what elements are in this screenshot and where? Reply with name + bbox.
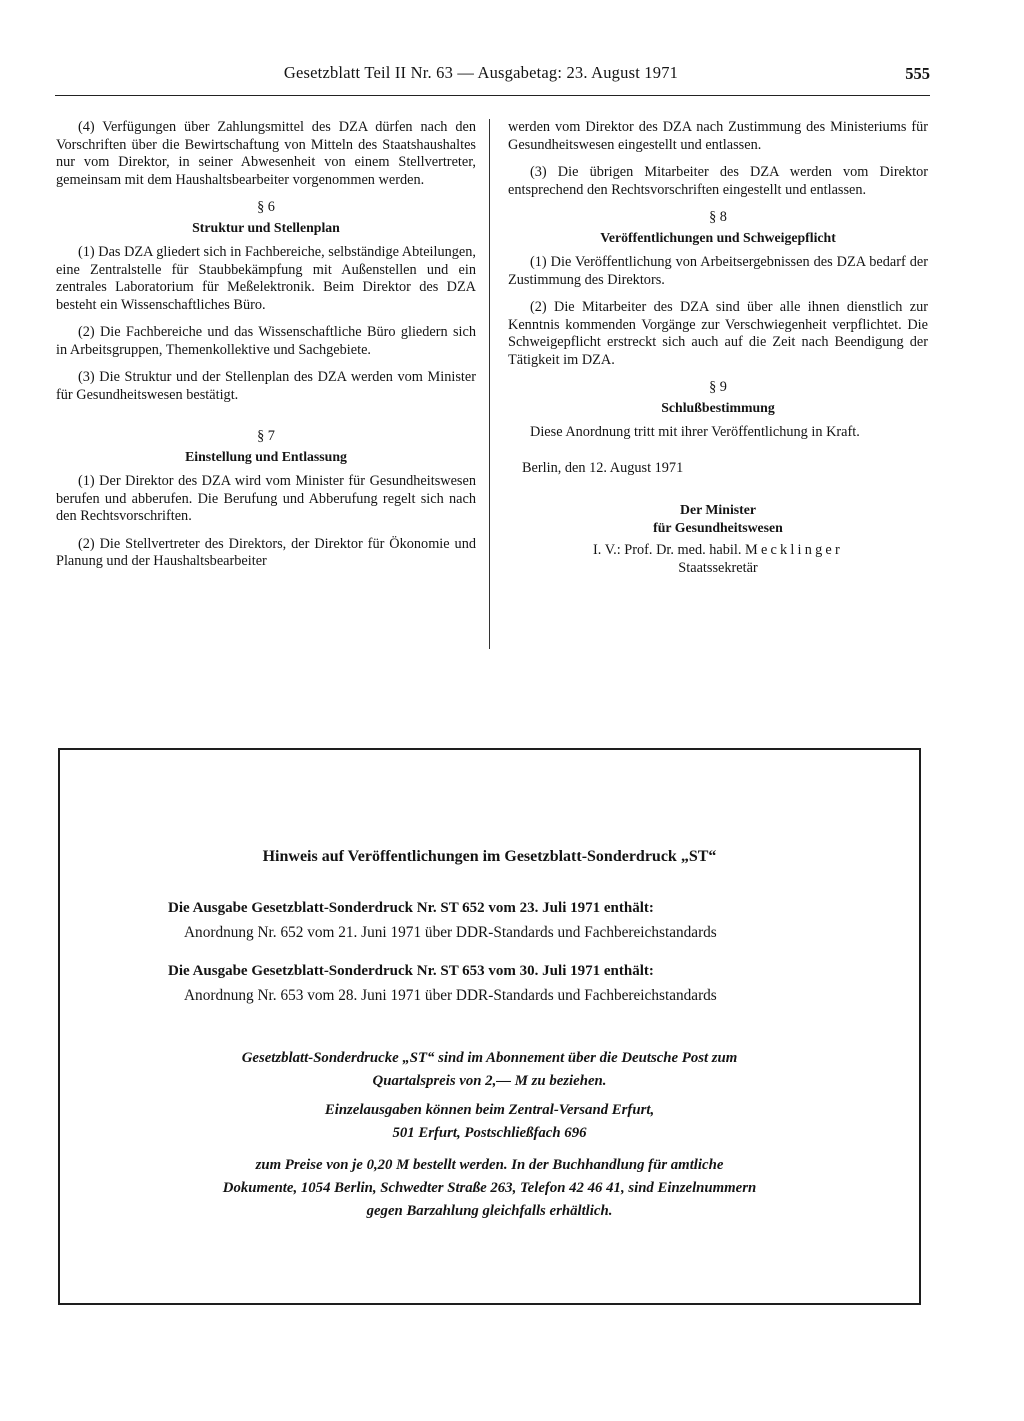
header-rule: [55, 95, 930, 96]
column-divider: [489, 119, 490, 649]
notice-heading: Hinweis auf Veröffentlichungen im Gesetzblatt-Sonderdruck „ST“: [262, 848, 717, 865]
order-note: [60, 1099, 919, 1145]
section-8-paragraph-1: (1) Die Veröffentlichung von Arbeitsergebnissen des DZA bedarf der Zustimmung des Direktors.: [508, 254, 928, 288]
section-7-title: Einstellung und Entlassung: [185, 448, 347, 464]
section-9-paragraph-1: Diese Anordnung tritt mit ihrer Veröffentlichung in Kraft.: [530, 424, 860, 440]
signature-title: Staatssekretär: [678, 559, 758, 576]
price-line-2: Dokumente, 1054 Berlin, Schwedter Straße 263, Telefon 42 46 41, sind Einzelnummern: [222, 1180, 757, 1196]
order-line-2: 501 Erfurt, Postschließfach 696: [392, 1125, 587, 1141]
price-line-1: zum Preise von je 0,20 M bestellt werden. In der Buchhandlung für amtliche: [255, 1157, 724, 1173]
price-line-3: gegen Barzahlung gleichfalls erhältlich.: [366, 1203, 613, 1219]
place-date: Berlin, den 12. August 1971: [522, 459, 684, 476]
issue-2-content: Anordnung Nr. 653 vom 28. Juni 1971 über DDR-Standards und Fachbereichstandards: [184, 987, 717, 1004]
issue-2-title: Die Ausgabe Gesetzblatt-Sonderdruck Nr. ST 653 vom 30. Juli 1971 enthält:: [168, 963, 654, 979]
page-header-title: Gesetzblatt Teil II Nr. 63 — Ausgabetag: 23. August 1971: [283, 63, 679, 82]
section-7-mark: § 7: [257, 428, 275, 444]
section-6-paragraph-3: (3) Die Struktur und der Stellenplan des DZA werden vom Minister für Gesundheitswesen bestätigt.: [56, 369, 476, 403]
section-7-paragraph-1: (1) Der Direktor des DZA wird vom Minister für Gesundheitswesen berufen und abberufen. Die Berufung und Abberufung regelt sich nach den Rechtsvorschriften.: [56, 473, 476, 524]
section-spacer: [56, 414, 476, 428]
price-note: [60, 1154, 919, 1223]
left-column: [56, 119, 476, 581]
signature-office-line-2: für Gesundheitswesen: [653, 519, 783, 535]
right-column: [508, 119, 928, 577]
section-9-mark: § 9: [709, 379, 727, 395]
section-6-title: Struktur und Stellenplan: [192, 219, 340, 235]
section-9-title: Schlußbestimmung: [661, 399, 775, 415]
section-8-mark: § 8: [709, 209, 727, 225]
signature-name: Mecklinger: [745, 542, 843, 558]
section-8-paragraph-2: (2) Die Mitarbeiter des DZA sind über alle ihnen dienstlich zur Kenntnis kommenden Vorgänge zur Verschwiegenheit verpflichtet. Die Schweigepflicht erstreckt sich auch auf die Zeit nach Beendigung der Tätigkeit im DZA.: [508, 299, 928, 368]
signature-office-line-1: Der Minister: [680, 502, 756, 517]
paragraph-4: (4) Verfügungen über Zahlungsmittel des DZA dürfen nach den Vorschriften über die Bewirtschaftung von Mitteln des Staatshaushaltes nur vom Direktor, in seiner Abwesenheit von einem Stellvertreter, gemeinsam mit dem Haushaltsbearbeiter vorgenommen werden.: [56, 119, 476, 188]
section-7-paragraph-2: (2) Die Stellvertreter des Direktors, der Direktor für Ökonomie und Planung und der Haushaltsbearbeiter: [56, 535, 476, 569]
section-6-mark: § 6: [257, 199, 275, 215]
section-7-paragraph-2-continued: werden vom Direktor des DZA nach Zustimmung des Ministeriums für Gesundheitswesen eingestellt und entlassen.: [508, 119, 928, 153]
signature-block: [508, 501, 928, 577]
signature-person: [508, 542, 928, 560]
signature-prefix: I. V.: Prof. Dr. med. habil.: [593, 542, 742, 558]
section-6-paragraph-1: (1) Das DZA gliedert sich in Fachbereiche, selbständige Abteilungen, eine Zentralstelle für Staubbekämpfung mit Außenstellen und ein zentrales Laboratorium für Meßelektronik. Beim Direktor des DZA besteht ein Wissenschaftliches Büro.: [56, 244, 476, 313]
section-8-title: Veröffentlichungen und Schweigepflicht: [600, 229, 836, 245]
issue-1-title: Die Ausgabe Gesetzblatt-Sonderdruck Nr. ST 652 vom 23. Juli 1971 enthält:: [168, 900, 654, 916]
notice-box: [58, 748, 921, 1305]
issue-1-content: Anordnung Nr. 652 vom 21. Juni 1971 über DDR-Standards und Fachbereichstandards: [184, 924, 717, 941]
page-number: 555: [905, 64, 930, 83]
subscription-note: [60, 1047, 919, 1093]
section-7-paragraph-3: (3) Die übrigen Mitarbeiter des DZA werden vom Direktor entsprechend den Rechtsvorschriften eingestellt und entlassen.: [508, 164, 928, 198]
section-6-paragraph-2: (2) Die Fachbereiche und das Wissenschaftliche Büro gliedern sich in Arbeitsgruppen, Themenkollektive und Sachgebiete.: [56, 324, 476, 358]
subscription-line-1: Gesetzblatt-Sonderdrucke „ST“ sind im Abonnement über die Deutsche Post zum: [241, 1050, 738, 1066]
order-line-1: Einzelausgaben können beim Zentral-Versand Erfurt,: [324, 1102, 655, 1118]
subscription-line-2: Quartalspreis von 2,— M zu beziehen.: [372, 1073, 607, 1089]
